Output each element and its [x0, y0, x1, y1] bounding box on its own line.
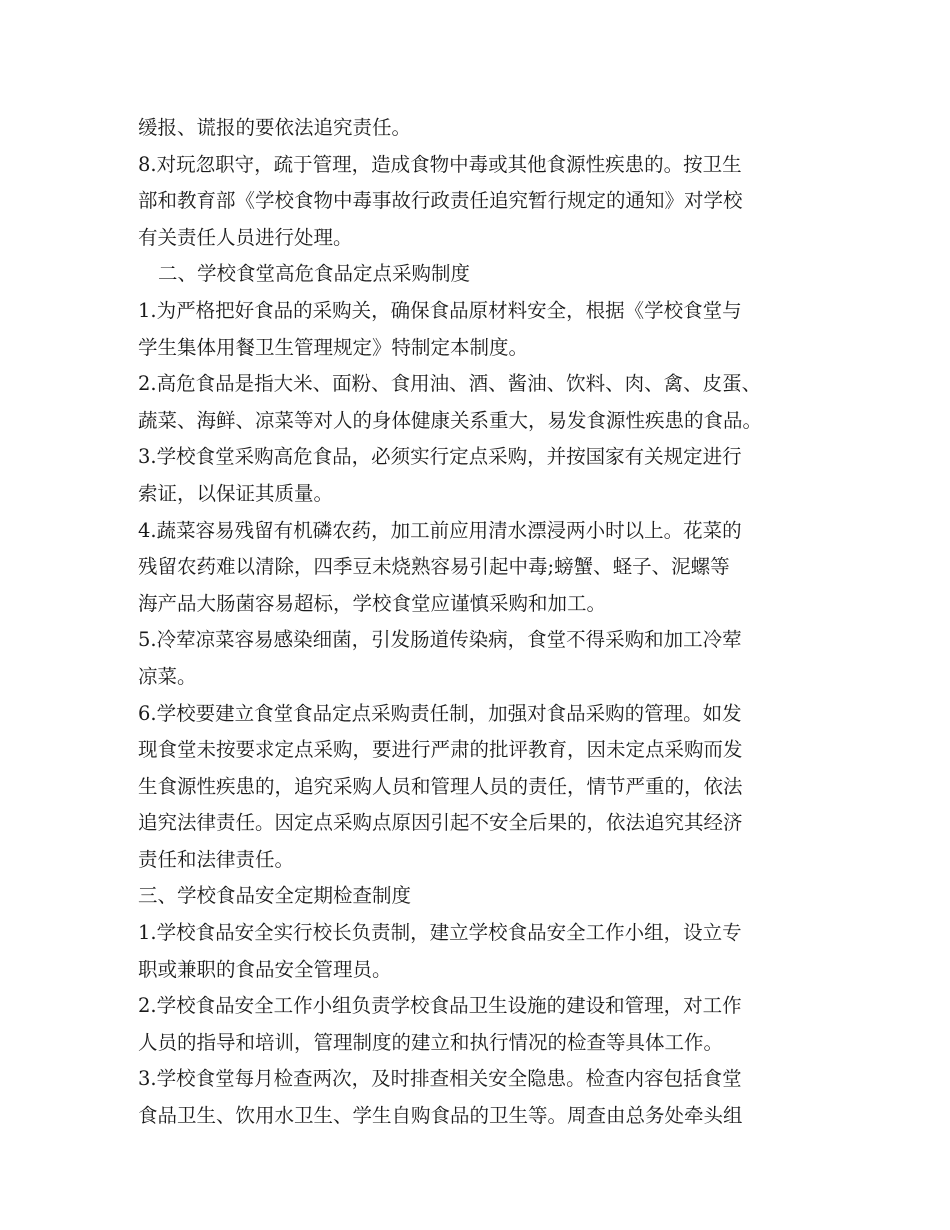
- text-line: 残留农药难以清除，四季豆未烧熟容易引起中毒;螃蟹、蛏子、泥螺等: [138, 555, 730, 579]
- text-line: 二、学校食堂高危食品定点采购制度: [158, 262, 471, 286]
- text-line: 三、学校食品安全定期检查制度: [138, 884, 412, 908]
- text-line: 人员的指导和培训，管理制度的建立和执行情况的检查等具体工作。: [138, 1030, 724, 1054]
- text-line: 索证，以保证其质量。: [138, 481, 334, 505]
- text-line: 3.学校食堂采购高危食品，必须实行定点采购，并按国家有关规定进行: [138, 445, 742, 469]
- text-line: 3.学校食堂每月检查两次，及时排查相关安全隐患。检查内容包括食堂: [138, 1067, 742, 1091]
- text-line: 海产品大肠菌容易超标，学校食堂应谨慎采购和加工。: [138, 591, 607, 615]
- text-line: 责任和法律责任。: [138, 847, 295, 871]
- document-body: [138, 110, 828, 1135]
- text-line: 职或兼职的食品安全管理员。: [138, 957, 392, 981]
- text-line: 6.学校要建立食堂食品定点采购责任制，加强对食品采购的管理。如发: [138, 701, 742, 725]
- text-line: 4.蔬菜容易残留有机磷农药，加工前应用清水漂浸两小时以上。花菜的: [138, 518, 742, 542]
- text-line: 食品卫生、饮用水卫生、学生自购食品的卫生等。周查由总务处牵头组: [138, 1104, 743, 1128]
- text-line: 学生集体用餐卫生管理规定》特制定本制度。: [138, 335, 529, 359]
- text-line: 现食堂未按要求定点采购，要进行严肃的批评教育，因未定点采购而发: [138, 738, 743, 762]
- text-line: 蔬菜、海鲜、凉菜等对人的身体健康关系重大，易发食源性疾患的食品。: [138, 408, 763, 432]
- text-line: 有关责任人员进行处理。: [138, 225, 353, 249]
- text-line: 生食源性疾患的，追究采购人员和管理人员的责任，情节严重的，依法: [138, 774, 743, 798]
- text-line: 2.学校食品安全工作小组负责学校食品卫生设施的建设和管理，对工作: [138, 994, 742, 1018]
- text-line: 2.高危食品是指大米、面粉、食用油、酒、酱油、饮料、肉、禽、皮蛋、: [138, 372, 762, 396]
- text-line: 5.冷荤凉菜容易感染细菌，引发肠道传染病，食堂不得采购和加工冷荤: [138, 628, 742, 652]
- text-line: 部和教育部《学校食物中毒事故行政责任追究暂行规定的通知》对学校: [138, 189, 743, 213]
- text-line: 缓报、谎报的要依法追究责任。: [138, 116, 412, 139]
- text-line: 凉菜。: [138, 664, 197, 688]
- text-line: 8.对玩忽职守，疏于管理，造成食物中毒或其他食源性疾患的。按卫生: [138, 152, 742, 176]
- text-line: 追究法律责任。因定点采购点原因引起不安全后果的，依法追究其经济: [138, 811, 743, 835]
- text-line: 1.为严格把好食品的采购关，确保食品原材料安全，根据《学校食堂与: [138, 298, 742, 322]
- text-line: 1.学校食品安全实行校长负责制，建立学校食品安全工作小组，设立专: [138, 921, 742, 945]
